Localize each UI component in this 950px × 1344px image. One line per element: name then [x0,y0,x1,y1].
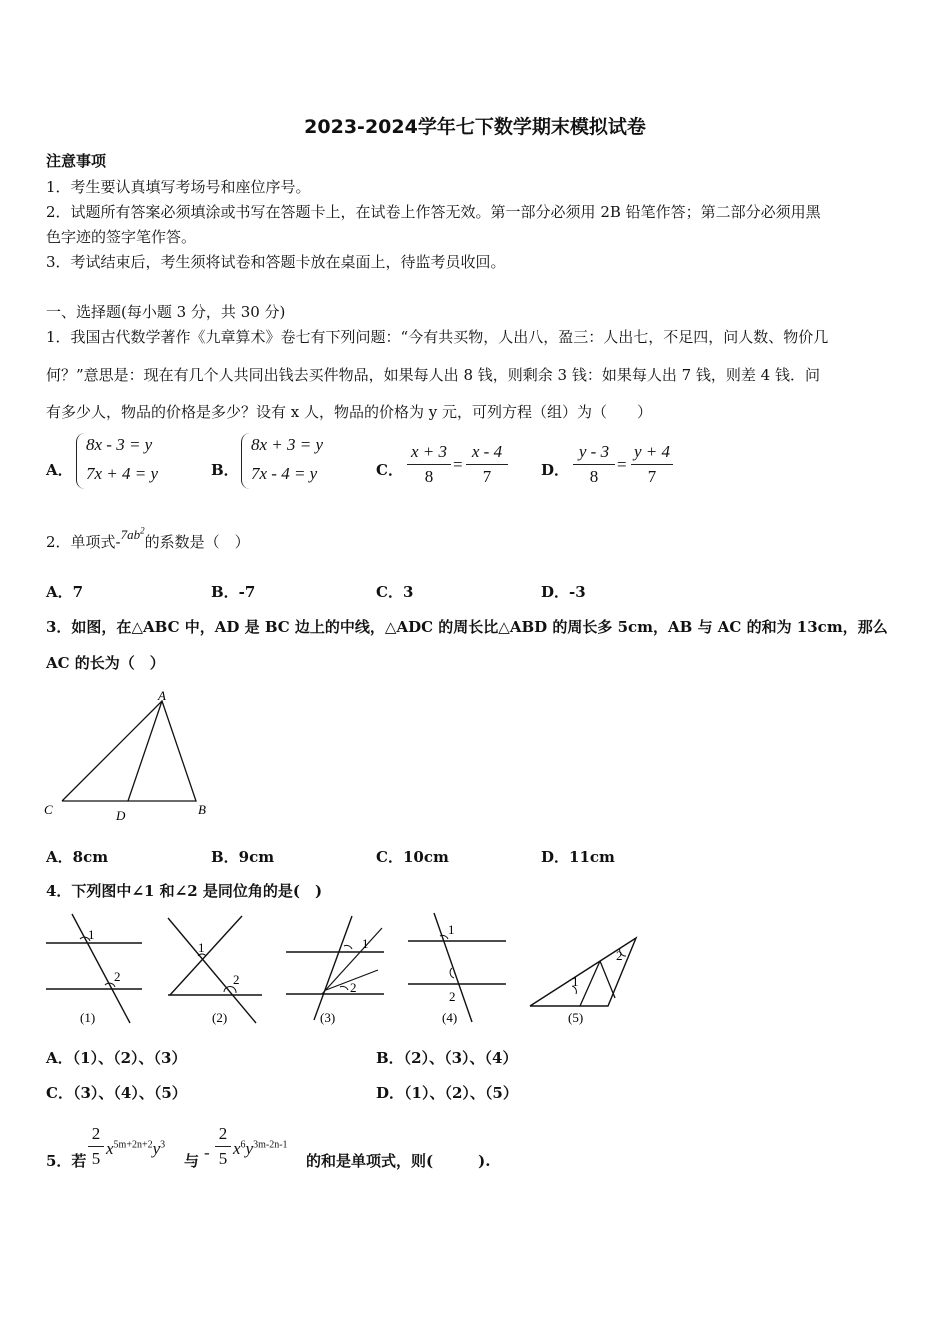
vertex-b-label: B [198,802,206,817]
q2-mono-text: 7ab [120,527,141,542]
q5-term1-xexp: 5m+2n+2 [113,1139,153,1151]
q5-term1-yexp: 3 [160,1139,166,1151]
fraction-bar [466,464,508,465]
q1-option-b-label: B． [211,461,239,479]
fig1-angle2: 2 [114,969,121,984]
q2-option-c: C．3 [376,583,414,601]
q3-option-d: D．11cm [541,848,615,866]
q5-negative-sign: - [204,1143,210,1162]
q4-stem: 4．下列图中∠1 和∠2 是同位角的是( ) [46,882,323,900]
q3-triangle-figure [40,690,230,825]
page-title: 2023-2024学年七下数学期末模拟试卷 [304,116,646,138]
brace [241,433,251,489]
q4-angle-figures [40,908,650,1033]
fig2-angle1: 1 [198,940,205,955]
q1-option-d-label: D． [541,461,570,479]
numerator: y - 3 [578,442,610,461]
median-ad [128,701,162,801]
q1-option-c-label: C． [376,461,403,479]
q1-d-frac2 [631,442,673,487]
q1-c-equals: = [453,455,463,474]
q2-stem [46,525,250,552]
brace [76,433,86,489]
q1-b-eq1: 8x + 3 = y [251,435,324,454]
q5-term1-y: y [152,1139,161,1158]
q5-term1 [106,1139,165,1159]
q1-a-eq2: 7x + 4 = y [86,464,159,483]
q5-term2-yexp: 3m-2n-1 [253,1139,288,1151]
q4-option-d: D．（1）、（2）、（5） [376,1084,518,1102]
q2-prefix: 2．单项式- [46,533,121,551]
fraction-bar [407,464,451,465]
q3-stem-line1: 3．如图，在△ABC 中，AD 是 BC 边上的中线，△ADC 的周长比△ABD 的周长多 5cm，AB 与 AC 的和为 13cm，那么 [46,618,888,636]
point-d-label: D [116,808,126,823]
q5-term2-y: y [245,1139,254,1158]
fig4-label: (4) [442,1010,458,1025]
q1-d-frac1 [573,442,615,487]
denominator: 5 [218,1149,228,1168]
q1-c-frac1 [407,442,451,487]
fig2-angle2: 2 [233,972,240,987]
q4-option-a: A．（1）、（2）、（3） [46,1049,187,1067]
fraction-bar [631,464,673,465]
q5-frac2 [215,1124,231,1169]
fig3-label: (3) [320,1010,336,1025]
q2-mono-exp: 2 [140,525,145,536]
section-heading: 一、选择题(每小题 3 分，共 30 分) [46,303,286,321]
notice-heading: 注意事项 [46,152,107,170]
q5-frac1 [88,1124,104,1169]
q2-monomial [121,527,145,542]
q1-stem-line2: 何？”意思是：现在有几个人共同出钱去买件物品，如果每人出 8 钱，则剩余 3 钱：如果每人出 7 钱，则差 4 钱．问 [46,366,820,384]
numerator: x - 4 [471,442,503,461]
q3-stem-line2: AC 的长为（ ） [46,654,165,672]
denominator: 8 [424,467,434,486]
fig5-angle2: 2 [616,948,623,963]
q2-option-a: A．7 [46,583,84,601]
denominator: 7 [482,467,492,486]
fig4-angle2: 2 [449,989,456,1004]
q3-option-c: C．10cm [376,848,449,866]
fig3-angle2: 2 [350,980,357,995]
q1-option-b-system [241,433,361,491]
q5-term2-xexp: 6 [240,1139,246,1151]
denominator: 8 [589,467,599,486]
fig4-angle1: 1 [448,922,455,937]
q2-option-d: D．-3 [541,583,586,601]
figure-5 [530,938,636,1025]
numerator: x + 3 [410,442,448,461]
q5-prefix: 5．若 [46,1152,87,1170]
q1-option-a-label: A． [46,461,73,479]
q1-option-a-system [76,433,196,491]
numerator: 2 [218,1124,228,1143]
figure-1 [46,914,142,1025]
q1-stem-line3: 有多少人，物品的价格是多少？设有 x 人，物品的价格为 y 元，可列方程（组）为（ ） [46,403,653,421]
notice-item-2-cont: 色字迹的签字笔作答。 [46,228,197,246]
numerator: 2 [91,1124,101,1143]
figure-3 [286,916,384,1025]
triangle-abc [62,701,196,801]
denominator: 5 [91,1149,101,1168]
q2-option-b: B．-7 [211,583,256,601]
q2-suffix: 的系数是（ ） [144,533,250,551]
q5-mid: 与 [184,1152,200,1170]
fraction-bar [215,1146,231,1147]
fig1-label: (1) [80,1010,96,1025]
notice-item-3: 3．考试结束后，考生须将试卷和答题卡放在桌面上，待监考员收回。 [46,253,506,271]
q4-option-c: C．（3）、（4）、（5） [46,1084,187,1102]
q1-c-frac2 [466,442,508,487]
q3-option-a: A．8cm [46,848,109,866]
q4-option-b: B．（2）、（3）、（4） [376,1049,518,1067]
q5-term1-x: x [106,1139,114,1158]
vertex-a-label: A [158,690,166,703]
q5-term2 [233,1139,288,1159]
fig5-label: (5) [568,1010,584,1025]
fig2-label: (2) [212,1010,228,1025]
fig1-angle1: 1 [88,927,95,942]
q1-stem-line1: 1．我国古代数学著作《九章算术》卷七有下列问题：“今有共买物，人出八，盈三：人出七，不足四，问人数、物价几 [46,328,829,346]
figure-4 [408,913,506,1025]
fig5-angle1: 1 [572,974,579,989]
q5-term2-x: x [233,1139,241,1158]
q1-a-eq1: 8x - 3 = y [86,435,153,454]
notice-item-1: 1．考生要认真填写考场号和座位序号。 [46,178,311,196]
q5-suffix: 的和是单项式，则( ). [306,1152,491,1170]
figure-2 [168,916,262,1025]
q3-option-b: B．9cm [211,848,275,866]
vertex-c-label: C [44,802,53,817]
fraction-bar [88,1146,104,1147]
fig3-angle1: 1 [362,936,369,951]
q1-b-eq2: 7x - 4 = y [251,464,318,483]
denominator: 7 [647,467,657,486]
notice-item-2: 2．试题所有答案必须填涂或书写在答题卡上，在试卷上作答无效。第一部分必须用 2B 铅笔作答；第二部分必须用黑 [46,203,821,221]
numerator: y + 4 [633,442,671,461]
fraction-bar [573,464,615,465]
q1-d-equals: = [617,455,627,474]
